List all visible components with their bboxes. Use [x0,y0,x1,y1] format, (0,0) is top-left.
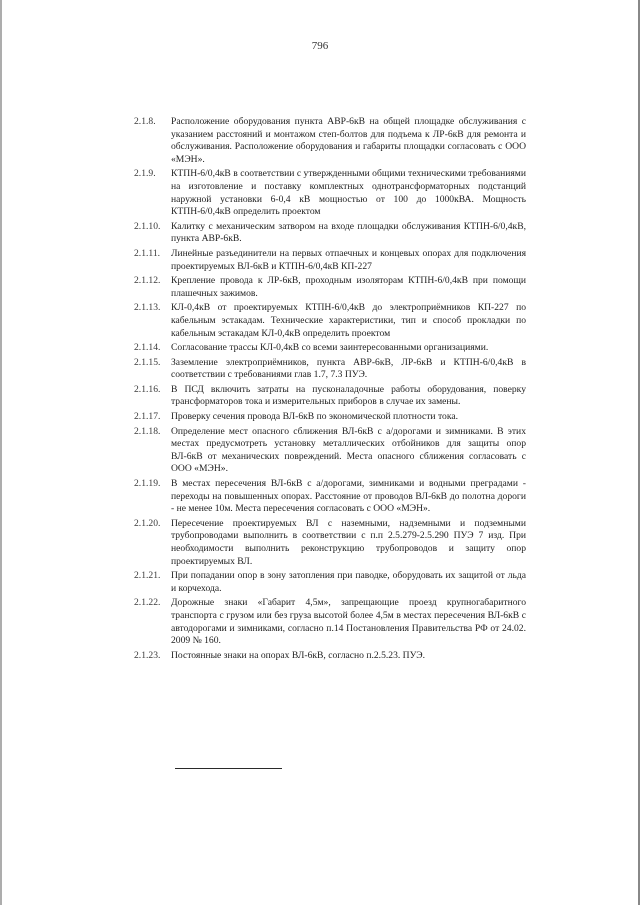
item-number: 2.1.15. [134,356,161,368]
item-text: Расположение оборудования пункта АВР-6кВ на общей площадке обслуживания с указанием расстояний и монтажом степ-болтов для подъема к ЛР-6кВ для ремонта и обслуживания. Расположение оборудования и габариты площадки согласовать с ООО «МЭН». [171,116,526,165]
item-number: 2.1.11. [134,247,161,259]
item-text: КТПН-6/0,4кВ в соответствии с утвержденными общими техническими требованиями на изготовление и поставку комплектных однотрансформаторных подстанций наружной установки 6-0,4 кВ мощностью от 100 до 1000кВА. Мощность КТПН-6/0,4кВ определить проектом [171,168,526,218]
list-item [134,248,526,273]
list-item [134,342,526,355]
list-item [134,426,526,476]
item-text: КЛ-0,4кВ от проектируемых КТПН-6/0,4кВ до электроприёмников КП-227 по кабельным эстакадам. Технические характеристики, тип и способ прокладки по кабельным эстакадам КЛ-0,4кВ определить проектом [171,302,526,339]
list-item [134,302,526,340]
item-text: В ПСД включить затраты на пусконаладочные работы оборудования, поверку трансформаторов тока и измерительных приборов в случае их замены. [171,383,526,408]
item-number: 2.1.9. [134,168,156,180]
item-text: Крепление провода к ЛР-6кВ, проходным изоляторам КТПН-6/0,4кВ при помощи плашечных зажимов. [171,275,526,299]
list-item [134,384,526,409]
item-number: 2.1.16. [134,383,161,395]
item-number: 2.1.10. [134,220,161,232]
list-item [134,597,526,647]
list-item [134,570,526,595]
item-text: Линейные разъединители на первых отпаечных и концевых опорах для подключения проектируемых ВЛ-6кВ и КТПН-6/0,4кВ КП-227 [171,247,526,272]
page-number: 796 [311,40,329,52]
item-text: Постоянные знаки на опорах ВЛ-6кВ, согласно п.2.5.23. ПУЭ. [171,649,425,661]
item-number: 2.1.8. [134,116,156,127]
item-text: Проверку сечения провода ВЛ-6кВ по экономической плотности тока. [171,411,458,423]
item-number: 2.1.14. [134,342,161,354]
item-text: Калитку с механическим затвором на входе площадки обслуживания КТПН-6/0,4кВ, пункта АВР-6кВ. [171,220,526,245]
list-item [134,168,526,218]
list-item [134,116,526,166]
item-number: 2.1.23. [134,649,161,661]
item-number: 2.1.20. [134,517,161,529]
item-number: 2.1.12. [134,275,161,287]
list-item [134,357,526,382]
list-item [134,411,526,424]
item-number: 2.1.19. [134,478,161,490]
item-text: В местах пересечения ВЛ-6кВ с а/дорогами, зимниками и водными преградами - переходы на повышенных опорах. Расстояние от проводов ВЛ-6кВ до полотна дороги - не менее 10м. Места пересечения согласовать с ООО «МЭН». [171,478,526,515]
item-number: 2.1.18. [134,425,161,437]
item-number: 2.1.22. [134,597,161,609]
item-text: Пересечение проектируемых ВЛ с наземными, надземными и подземными трубопроводами выполнить в соответствии с п.п 2.5.279-2.5.290 ПУЭ 7 изд. При необходимости выполнить реконструкцию трубопроводов и защиту опор проектируемых ВЛ. [171,517,526,567]
item-number: 2.1.21. [134,570,161,582]
list-item [134,650,526,663]
list-item [134,518,526,568]
list-item [134,478,526,516]
item-text: Определение мест опасного сближения ВЛ-6кВ с а/дорогами и зимниками. В этих местах предусмотреть установку металлических отбойников для защиты опор ВЛ-6кВ от механических повреждений. Места опасного сближения согласовать с ООО «МЭН». [171,425,526,475]
footnote-rule [175,768,282,769]
requirements-list [134,116,526,664]
item-text: При попадании опор в зону затопления при паводке, оборудовать их защитой от льда и корчехода. [171,570,526,594]
scan-edge-left [0,0,2,905]
list-item [134,221,526,246]
item-text: Заземление электроприёмников, пункта АВР-6кВ, ЛР-6кВ и КТПН-6/0,4кВ в соответствии с требованиями глав 1.7, 7.3 ПУЭ. [171,356,526,381]
item-text: Согласование трассы КЛ-0,4кВ со всеми заинтересованными организациями. [171,342,489,354]
item-number: 2.1.13. [134,302,161,314]
item-number: 2.1.17. [134,411,161,423]
list-item [134,275,526,300]
item-text: Дорожные знаки «Габарит 4,5м», запрещающие проезд крупногабаритного транспорта с грузом или без груза высотой более 4,5м в местах пересечения ВЛ-6кВ с автодорогами и зимниками, согласно п.14 Постановления Правительства РФ от 24.02. 2009 № 160. [171,597,526,647]
